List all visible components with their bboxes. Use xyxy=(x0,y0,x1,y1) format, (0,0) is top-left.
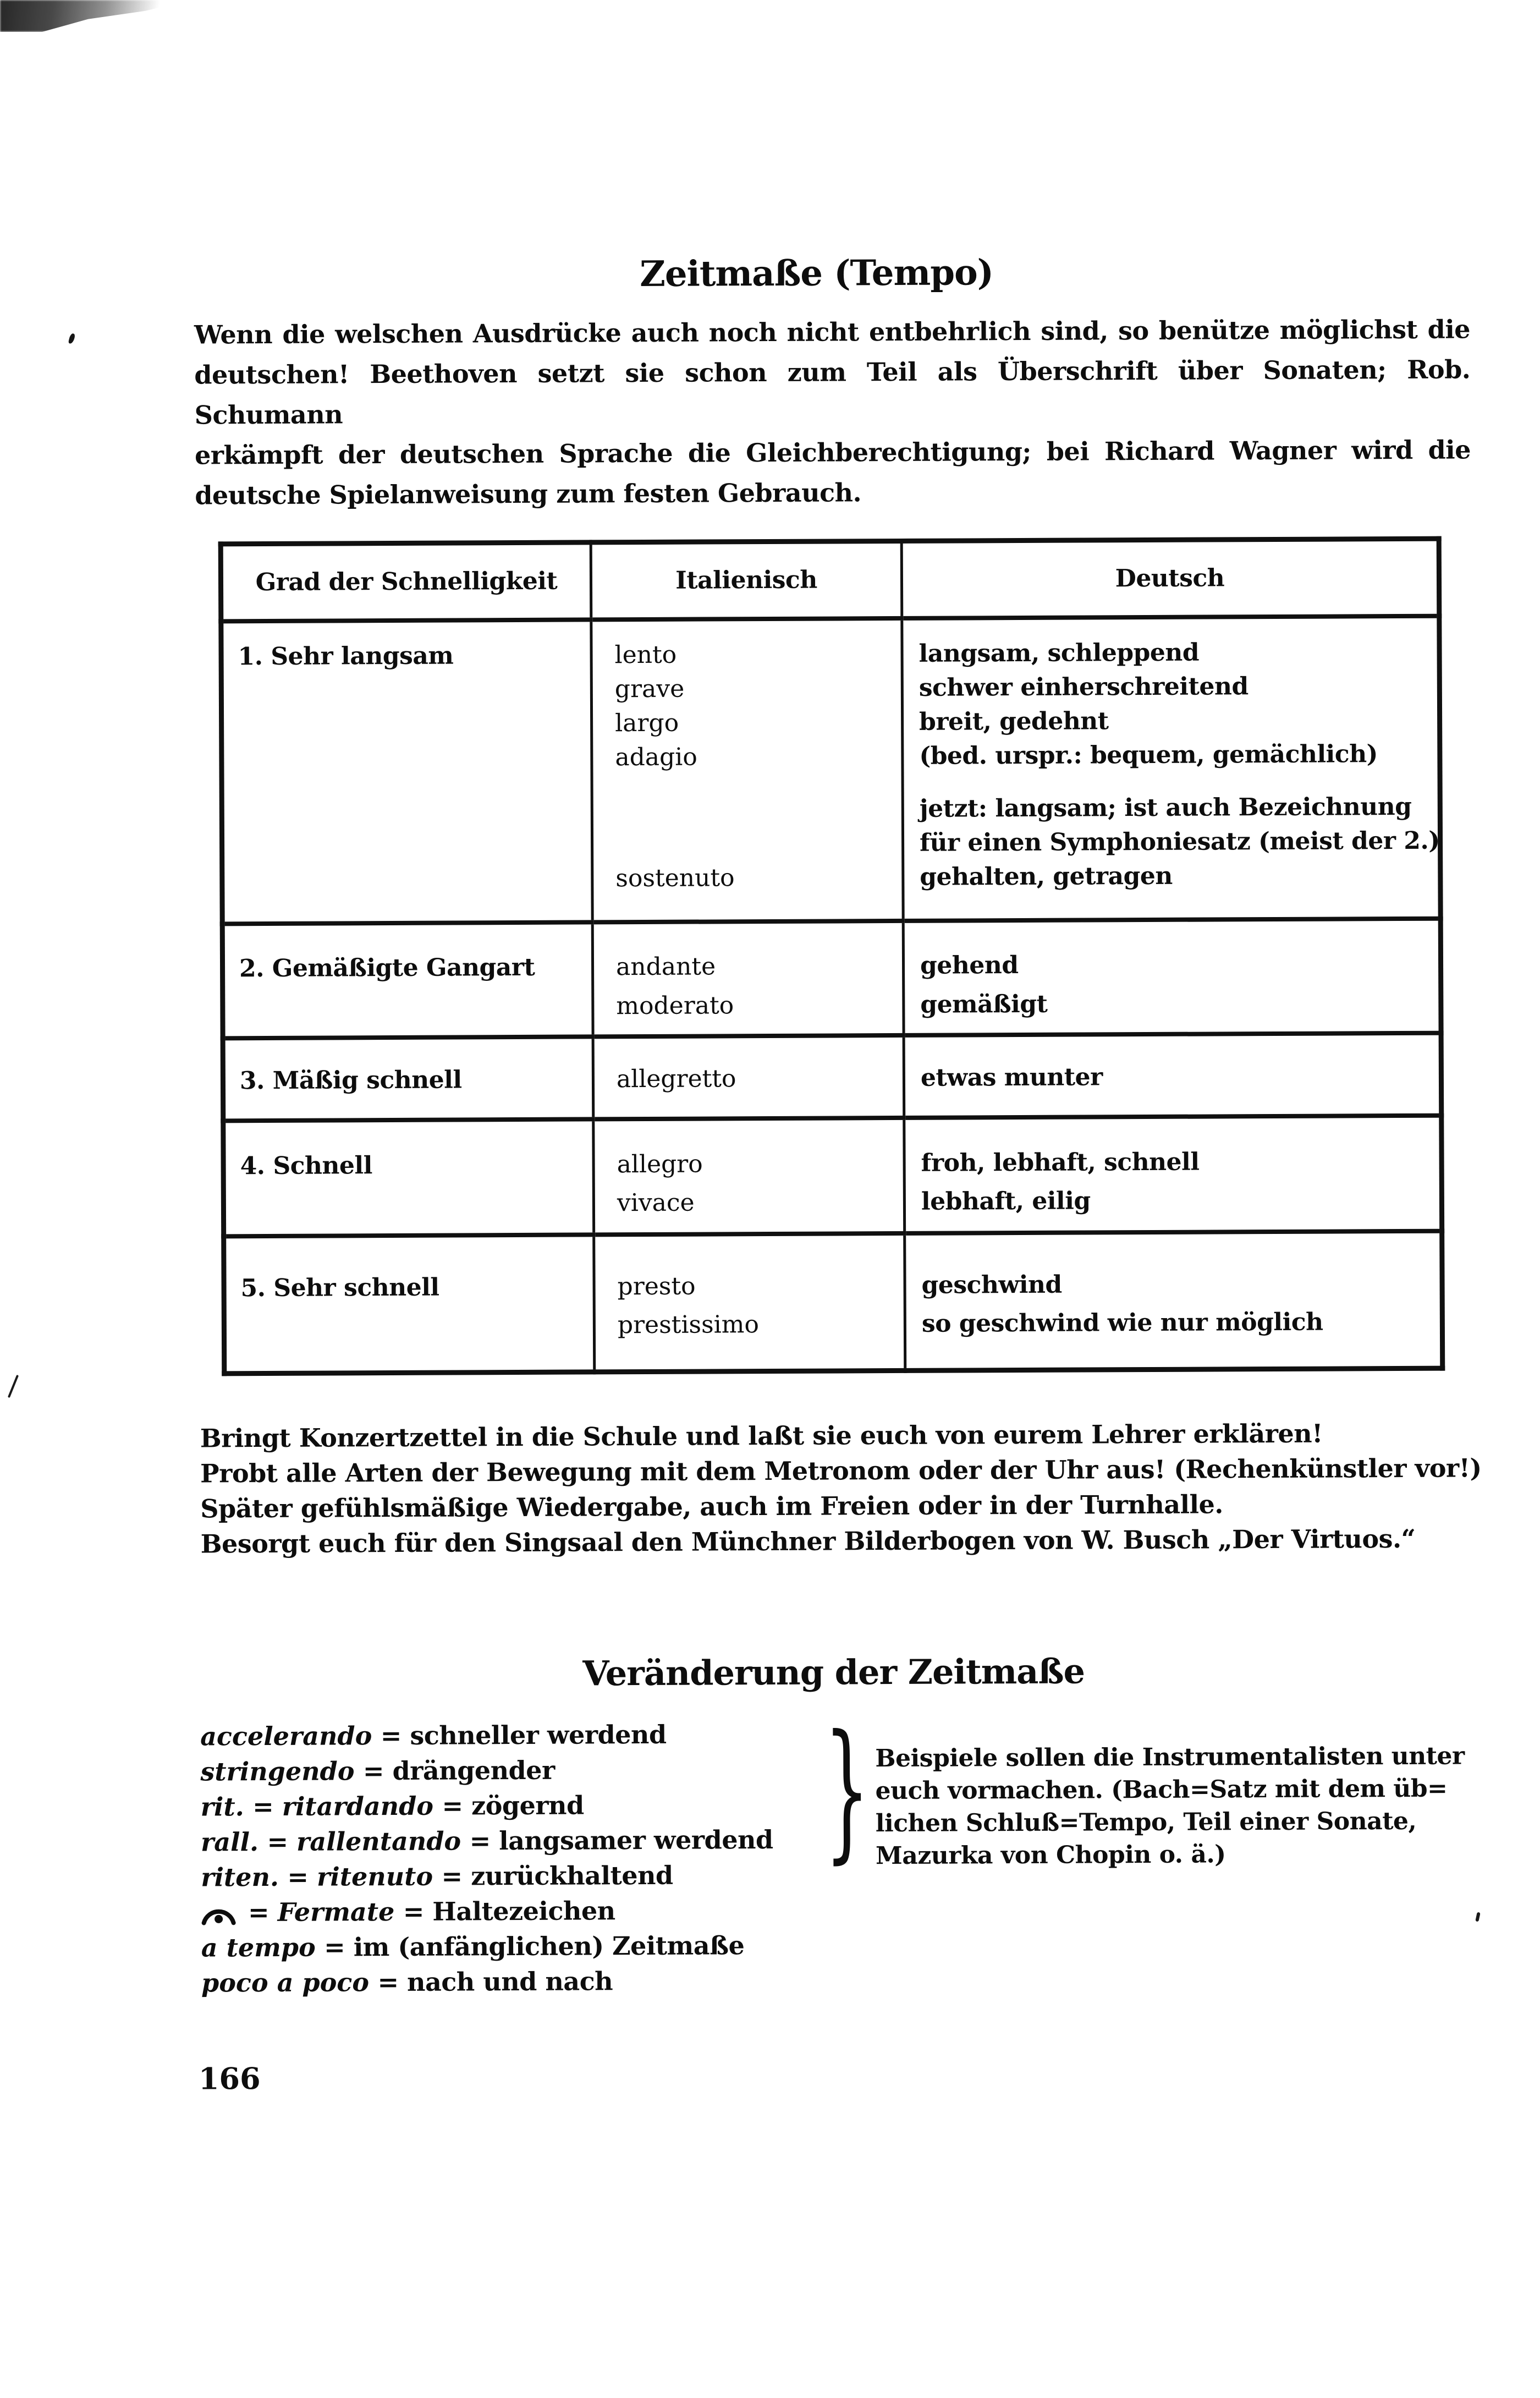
italian-term: vivace xyxy=(617,1188,695,1217)
section-title: Veränderung der Zeitmaße xyxy=(582,1651,1085,1694)
term-text: = xyxy=(433,1791,472,1821)
term-text: im (anfänglichen) Zeitmaße xyxy=(353,1930,745,1962)
term-text: schneller werdend xyxy=(410,1719,667,1751)
header-cell-grade: Grad der Schnelligkeit xyxy=(221,542,591,621)
german-translation: jetzt: langsam; ist auch Bezeichnung xyxy=(919,792,1412,823)
fermata-icon xyxy=(201,1899,236,1924)
term-text: drängender xyxy=(392,1755,555,1786)
grade-text: 1. Sehr langsam xyxy=(238,641,454,671)
tempo-change-item xyxy=(201,1928,774,1966)
italian-term: largo xyxy=(615,709,679,737)
exercise-line: Später gefühlsmäßige Wiedergabe, auch im Freien oder in der Turnhalle. xyxy=(200,1489,1223,1524)
german-translation: geschwind xyxy=(921,1270,1062,1299)
italian-term: allegro xyxy=(617,1150,703,1178)
intro-line: deutschen! Beethoven setzt sie schon zum Teil als Überschrift über Sonaten; Rob. Schumann xyxy=(194,354,1471,430)
header-cell-italian: Italienisch xyxy=(591,541,902,619)
grouping-brace: } xyxy=(823,1702,871,1878)
grade-text: 2. Gemäßigte Gangart xyxy=(239,953,535,983)
instrumentalists-note xyxy=(875,1739,1514,1872)
german-translation: froh, lebhaft, schnell xyxy=(921,1148,1200,1177)
cell-german xyxy=(904,1115,1442,1233)
german-translation: breit, gedehnt xyxy=(919,706,1109,736)
term-italic: ritenuto xyxy=(316,1861,433,1892)
german-translation: gehend xyxy=(920,951,1019,980)
exercise-line: Bringt Konzertzettel in die Schule und laßt sie euch von eurem Lehrer erklären! xyxy=(200,1418,1323,1453)
term-italic: ritardando xyxy=(282,1791,434,1821)
cell-grade xyxy=(221,619,592,924)
tempo-table xyxy=(218,536,1445,1376)
cell-grade xyxy=(224,1234,595,1374)
cell-grade xyxy=(222,922,593,1038)
term-italic: stringendo xyxy=(200,1756,355,1787)
german-translation: gemäßigt xyxy=(920,990,1048,1019)
term-text: zögernd xyxy=(471,1790,584,1821)
table-row xyxy=(224,1231,1443,1374)
italian-term: allegretto xyxy=(616,1064,736,1093)
term-text: zurückhaltend xyxy=(471,1860,673,1891)
term-text: = xyxy=(239,1897,278,1928)
italian-term: presto xyxy=(617,1272,696,1300)
tempo-change-item xyxy=(201,1963,774,2001)
tempo-change-item xyxy=(200,1716,773,1754)
italian-term: prestissimo xyxy=(617,1310,760,1339)
term-italic: riten. xyxy=(201,1862,279,1892)
tempo-change-item xyxy=(200,1752,773,1790)
german-translation: lebhaft, eilig xyxy=(921,1186,1091,1216)
cell-italian xyxy=(593,1117,905,1234)
term-text: nach und nach xyxy=(406,1966,613,1997)
tempo-change-item xyxy=(201,1822,773,1860)
italian-term: lento xyxy=(614,640,677,669)
german-translation: für einen Symphoniesatz (meist der 2.) xyxy=(919,826,1440,857)
intro-line: deutsche Spielanweisung zum festen Gebrauch. xyxy=(195,478,862,511)
note-line: Beispiele sollen die Instrumentalisten unter xyxy=(875,1742,1465,1773)
intro-paragraph xyxy=(194,309,1471,515)
german-translation: langsam, schleppend xyxy=(919,638,1200,668)
cell-german xyxy=(904,1033,1442,1117)
term-text: Haltezeichen xyxy=(432,1896,615,1927)
term-text: = xyxy=(432,1861,471,1891)
grade-text: 3. Mäßig schnell xyxy=(239,1065,462,1095)
exercise-line: Besorgt euch für den Singsaal den Münchner Bilderbogen von W. Busch „Der Virtuos.“ xyxy=(200,1523,1416,1559)
term-italic: accelerando xyxy=(200,1721,372,1752)
german-translation: so geschwind wie nur möglich xyxy=(921,1308,1323,1338)
term-text: langsamer werdend xyxy=(499,1824,773,1856)
note-line: euch vormachen. (Bach=Satz mit dem üb= xyxy=(875,1774,1448,1806)
term-text: = xyxy=(244,1791,282,1822)
grade-text: 4. Schnell xyxy=(240,1151,372,1180)
intro-line: erkämpft der deutschen Sprache die Gleichberechtigung; bei Richard Wagner wird die xyxy=(194,435,1471,470)
page-title: Zeitmaße (Tempo) xyxy=(639,252,994,295)
cell-italian xyxy=(591,618,903,921)
italian-term: moderato xyxy=(616,991,734,1020)
exercises-paragraph xyxy=(200,1415,1499,1561)
tempo-change-item xyxy=(201,1787,773,1825)
term-text: = xyxy=(394,1896,433,1927)
german-translation: (bed. urspr.: bequem, gemächlich) xyxy=(919,739,1378,770)
table-row xyxy=(222,918,1441,1038)
cell-italian xyxy=(593,1035,904,1118)
term-text: = xyxy=(315,1932,354,1962)
german-translation: schwer einherschreitend xyxy=(919,672,1248,702)
term-italic: a tempo xyxy=(201,1932,316,1963)
table-row xyxy=(221,616,1440,924)
table-header-row xyxy=(221,539,1439,621)
term-italic: rallentando xyxy=(296,1826,461,1857)
italian-term: adagio xyxy=(615,743,697,771)
cell-german xyxy=(902,616,1440,920)
intro-line: Wenn die welschen Ausdrücke auch noch nicht entbehrlich sind, so benütze möglichst die xyxy=(194,314,1471,350)
grade-text: 5. Sehr schnell xyxy=(240,1273,439,1302)
term-italic: Fermate xyxy=(277,1896,395,1927)
tempo-change-list xyxy=(200,1716,774,2001)
header-cell-german: Deutsch xyxy=(901,539,1439,618)
term-text: = xyxy=(354,1756,393,1786)
tempo-change-item xyxy=(201,1857,773,1895)
term-text: = xyxy=(278,1862,317,1892)
cell-italian xyxy=(592,920,904,1036)
term-text: = xyxy=(372,1720,410,1751)
italian-term: grave xyxy=(614,674,685,703)
cell-grade xyxy=(223,1036,593,1121)
italian-term: andante xyxy=(615,952,716,981)
italian-term: sostenuto xyxy=(615,863,735,892)
term-text: = xyxy=(461,1826,499,1856)
term-text: = xyxy=(369,1967,408,1998)
german-translation: gehalten, getragen xyxy=(920,861,1173,891)
german-translation: etwas munter xyxy=(920,1062,1103,1092)
term-italic: rall. xyxy=(200,1827,259,1857)
note-line: Mazurka von Chopin o. ä.) xyxy=(876,1840,1226,1870)
term-italic: rit. xyxy=(200,1792,244,1822)
term-italic: poco a poco xyxy=(201,1967,370,1998)
table-row xyxy=(223,1115,1442,1236)
exercise-line: Probt alle Arten der Bewegung mit dem Metronom oder der Uhr aus! (Rechenkünstler vor!) xyxy=(200,1453,1482,1489)
cell-german xyxy=(905,1231,1443,1370)
tempo-change-item xyxy=(201,1892,773,1930)
cell-grade xyxy=(223,1119,594,1236)
cell-german xyxy=(903,918,1441,1035)
tempo-table-header xyxy=(221,539,1439,621)
cell-italian xyxy=(594,1233,905,1371)
note-line: lichen Schluß=Tempo, Teil einer Sonate, xyxy=(875,1807,1417,1838)
table-row xyxy=(223,1033,1442,1121)
page-number: 166 xyxy=(198,2061,261,2097)
term-text: = xyxy=(258,1826,297,1857)
